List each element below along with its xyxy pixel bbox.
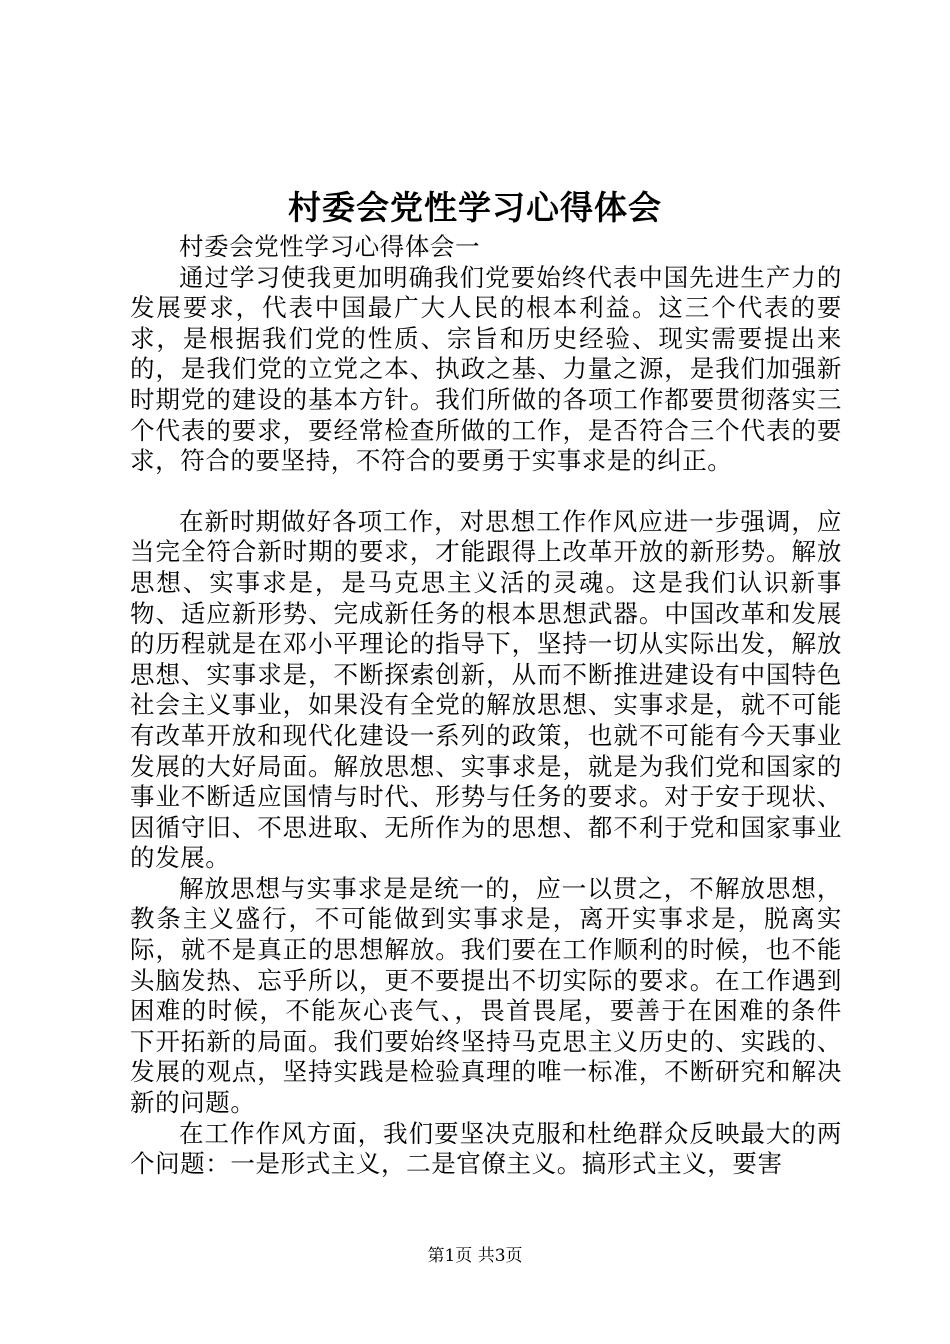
- paragraph-3: 解放思想与实事求是是统一的，应一以贯之，不解放思想，教条主义盛行，不可能做到实事求是，离开实事求是，脱离实际，就不是真正的思想解放。我们要在工作顺利的时候，也不能头脑发热、忘乎所以，更不要提出不切实际的要求。在工作遇到困难的时候，不能灰心丧气、，畏首畏尾，要善于在困难的条件下开拓新的局面。我们要始终坚持马克思主义历史的、实践的、发展的观点，坚持实践是检验真理的唯一标准，不断研究和解决新的问题。: [130, 873, 842, 1118]
- page-footer: 第1页 共3页: [427, 1246, 523, 1266]
- document-body: [130, 232, 842, 1180]
- document-title: 村委会党性学习心得体会: [288, 188, 662, 227]
- paragraph-4: 在工作作风方面，我们要坚决克服和杜绝群众反映最大的两个问题：一是形式主义，二是官僚主义。搞形式主义，要害: [130, 1118, 842, 1179]
- document-subtitle: 村委会党性学习心得体会一: [179, 232, 481, 261]
- paragraph-spacer: [130, 477, 842, 507]
- paragraph-1: 通过学习使我更加明确我们党要始终代表中国先进生产力的发展要求，代表中国最广大人民的根本利益。这三个代表的要求，是根据我们党的性质、宗旨和历史经验、现实需要提出来的，是我们党的立党之本、执政之基、力量之源，是我们加强新时期党的建设的基本方针。我们所做的各项工作都要贯彻落实三个代表的要求，要经常检查所做的工作，是否符合三个代表的要求，符合的要坚持，不符合的要勇于实事求是的纠正。: [130, 262, 842, 476]
- paragraph-2: 在新时期做好各项工作，对思想工作作风应进一步强调，应当完全符合新时期的要求，才能跟得上改革开放的新形势。解放思想、实事求是，是马克思主义活的灵魂。这是我们认识新事物、适应新形势、完成新任务的根本思想武器。中国改革和发展的历程就是在邓小平理论的指导下，坚持一切从实际出发，解放思想、实事求是，不断探索创新，从而不断推进建设有中国特色社会主义事业，如果没有全党的解放思想、实事求是，就不可能有改革开放和现代化建设一系列的政策，也就不可能有今天事业发展的大好局面。解放思想、实事求是，就是为我们党和国家的事业不断适应国情与时代、形势与任务的要求。对于安于现状、因循守旧、不思进取、无所作为的思想、都不利于党和国家事业的发展。: [130, 506, 842, 873]
